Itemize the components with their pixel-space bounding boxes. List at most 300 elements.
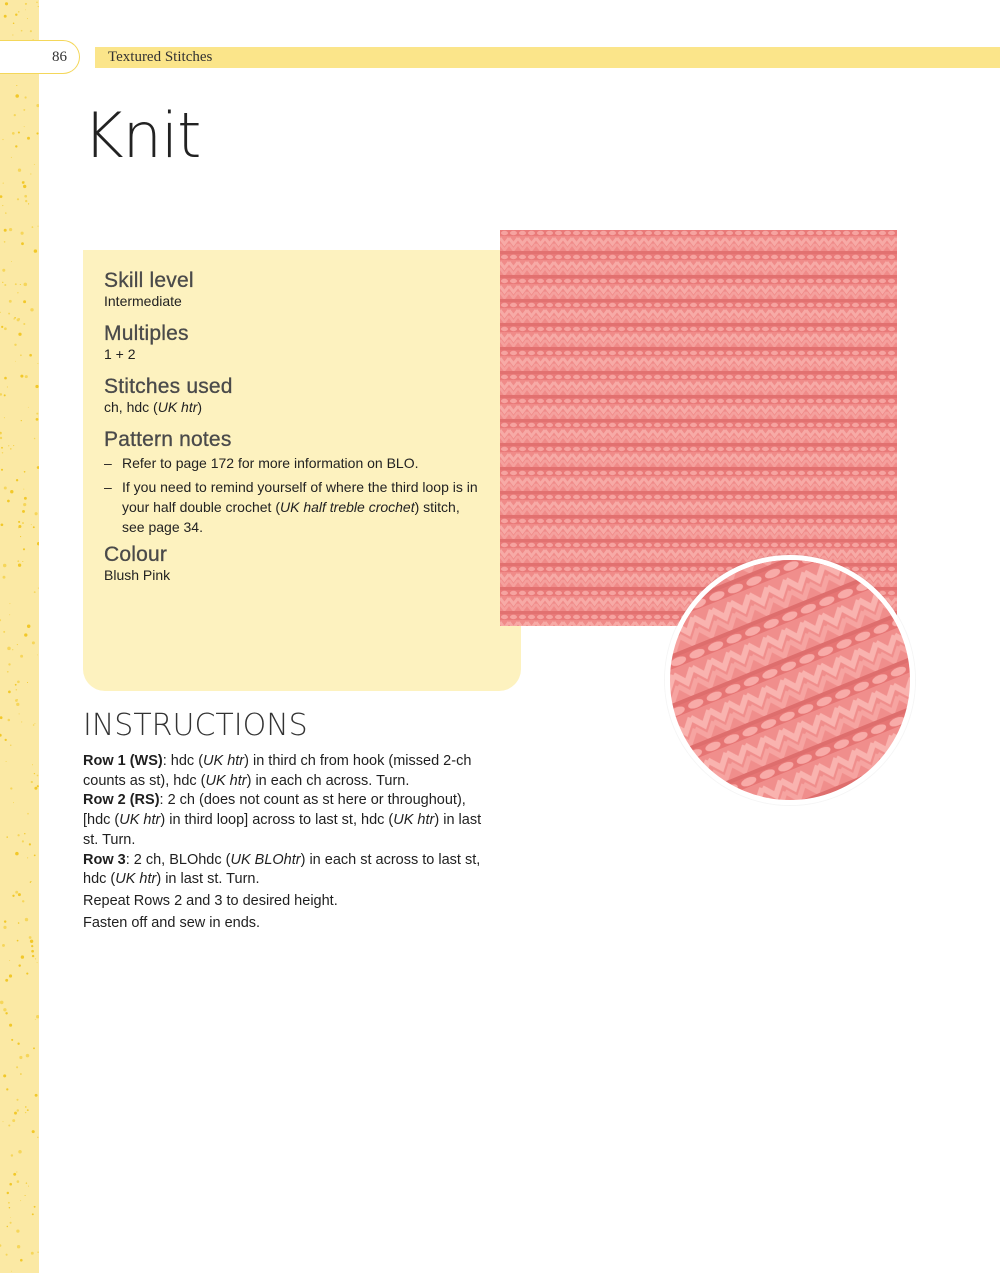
skill-level-heading: Skill level bbox=[104, 269, 194, 292]
multiples-section bbox=[104, 323, 189, 363]
page-number: 86 bbox=[52, 49, 67, 65]
speckle-dot bbox=[25, 1106, 26, 1107]
speckle-dot bbox=[3, 1008, 6, 1011]
speckle-dot bbox=[26, 1182, 27, 1183]
speckle-dot bbox=[6, 761, 7, 762]
knit-closeup-texture bbox=[670, 560, 910, 800]
speckle-dot bbox=[26, 1054, 30, 1058]
speckle-dot bbox=[24, 195, 27, 198]
speckle-dot bbox=[11, 1154, 13, 1156]
instruction-row-3 bbox=[83, 851, 483, 890]
speckle-dot bbox=[21, 955, 24, 958]
speckle-dot bbox=[4, 15, 7, 18]
speckle-dot bbox=[36, 1, 38, 3]
speckle-dot bbox=[13, 802, 14, 803]
speckle-dot bbox=[16, 689, 18, 691]
speckle-dot bbox=[17, 198, 19, 200]
speckle-dot bbox=[5, 979, 8, 982]
speckle-dot bbox=[17, 834, 19, 836]
speckle-dot bbox=[30, 940, 33, 943]
speckle-dot bbox=[24, 633, 27, 636]
speckle-dot bbox=[5, 739, 7, 741]
speckle-dot bbox=[4, 920, 6, 922]
speckle-dot bbox=[33, 1047, 35, 1049]
speckle-dot bbox=[34, 438, 36, 440]
speckle-dot bbox=[15, 361, 16, 362]
speckle-dot bbox=[16, 1099, 18, 1101]
speckle-dot bbox=[37, 542, 39, 545]
speckle-dot bbox=[8, 445, 9, 446]
speckle-dot bbox=[3, 576, 6, 579]
speckle-dot bbox=[9, 974, 12, 977]
stitches-used-uk: UK htr bbox=[157, 399, 198, 415]
speckle-dot bbox=[11, 1039, 13, 1041]
stitches-used-close: ) bbox=[197, 399, 203, 415]
multiples-heading: Multiples bbox=[104, 322, 189, 345]
speckle-dot bbox=[25, 375, 28, 378]
speckle-dot bbox=[2, 205, 3, 206]
speckle-dot bbox=[16, 703, 19, 706]
speckle-dot bbox=[17, 699, 18, 700]
speckle-dot bbox=[9, 228, 12, 231]
speckle-dot bbox=[37, 785, 39, 787]
speckle-dot bbox=[34, 1206, 36, 1208]
speckle-dot bbox=[9, 960, 10, 961]
speckle-dot bbox=[0, 437, 2, 439]
speckle-dot bbox=[22, 840, 24, 842]
speckle-dot bbox=[21, 30, 23, 32]
speckle-dot bbox=[4, 327, 7, 330]
speckle-dot bbox=[15, 283, 17, 285]
instruction-repeat: Repeat Rows 2 and 3 to desired height. bbox=[83, 892, 338, 909]
speckle-dot bbox=[32, 226, 34, 228]
speckle-dot bbox=[0, 1244, 1, 1247]
speckle-dot bbox=[16, 479, 18, 481]
speckle-dot bbox=[8, 1124, 10, 1126]
speckle-dot bbox=[27, 1109, 29, 1111]
speckle-dot bbox=[18, 922, 20, 924]
row-2-text-1: : 2 ch (does not count as st here or throughout), [hdc ( bbox=[83, 792, 466, 829]
speckle-dot bbox=[22, 522, 24, 524]
speckle-dot bbox=[24, 181, 25, 182]
speckle-dot bbox=[27, 18, 28, 19]
pattern-note-2-uk: UK half treble crochet bbox=[279, 499, 415, 515]
speckle-dot bbox=[27, 137, 30, 140]
speckle-dot bbox=[9, 1183, 12, 1186]
speckle-dot bbox=[20, 1200, 21, 1201]
speckle-dot bbox=[17, 1245, 20, 1248]
speckle-dot bbox=[17, 318, 20, 321]
header-band bbox=[95, 47, 1000, 68]
speckle-dot bbox=[32, 1213, 34, 1215]
speckle-dot bbox=[10, 787, 12, 789]
row-1-text-2: ) in third ch from hook (missed 2-ch counts as st), hdc ( bbox=[83, 753, 472, 789]
speckle-dot bbox=[31, 1252, 34, 1255]
speckle-dot bbox=[4, 229, 7, 232]
colour-value: Blush Pink bbox=[104, 567, 171, 583]
row-3-uk-1: UK BLOhtr bbox=[230, 851, 301, 868]
speckle-dot bbox=[0, 619, 1, 621]
speckle-dot bbox=[0, 734, 2, 737]
speckle-dot bbox=[5, 1012, 7, 1014]
speckle-dot bbox=[25, 96, 27, 98]
speckle-dot bbox=[18, 564, 21, 567]
speckle-dot bbox=[18, 893, 21, 896]
speckle-dot bbox=[34, 249, 37, 252]
speckle-dot bbox=[9, 614, 10, 615]
stitches-used-heading: Stitches used bbox=[104, 375, 233, 398]
speckle-dot bbox=[34, 787, 37, 790]
speckle-dot bbox=[23, 300, 26, 303]
speckle-dot bbox=[17, 680, 20, 683]
speckle-dot bbox=[0, 312, 1, 313]
speckle-dot bbox=[13, 23, 15, 25]
speckle-dot bbox=[2, 1121, 3, 1122]
speckle-dot bbox=[7, 647, 11, 651]
speckle-dot bbox=[17, 1180, 20, 1183]
speckle-dot bbox=[21, 721, 22, 722]
speckle-dot bbox=[37, 962, 38, 963]
speckle-dot bbox=[7, 1226, 8, 1227]
speckle-dot bbox=[8, 719, 11, 722]
speckle-dot bbox=[16, 1229, 19, 1232]
speckle-dot bbox=[34, 591, 36, 593]
speckle-dot bbox=[2, 282, 3, 283]
speckle-dot bbox=[35, 385, 38, 388]
speckle-dot bbox=[7, 671, 9, 673]
speckle-dot bbox=[18, 333, 21, 336]
speckle-dot bbox=[16, 85, 17, 86]
speckle-dot bbox=[23, 109, 25, 111]
speckle-dot bbox=[5, 2, 8, 5]
row-2-text-2: ) in third loop] across to last st, hdc ( bbox=[160, 812, 394, 829]
instruction-row-1 bbox=[83, 752, 483, 791]
speckle-dot bbox=[9, 1207, 10, 1208]
speckle-dot bbox=[32, 764, 33, 765]
instructions-body bbox=[83, 752, 483, 933]
speckle-dot bbox=[17, 1043, 19, 1045]
speckle-dot bbox=[13, 1173, 16, 1176]
speckle-dot bbox=[33, 724, 35, 726]
speckle-dot bbox=[4, 486, 7, 489]
pattern-note-1-text: Refer to page 172 for more information on BLO. bbox=[122, 455, 419, 471]
speckle-dot bbox=[0, 393, 2, 396]
speckle-dot bbox=[18, 11, 19, 12]
speckle-dot bbox=[30, 173, 31, 174]
speckle-dot bbox=[36, 104, 39, 107]
speckle-dot bbox=[10, 745, 11, 746]
swatch-closeup bbox=[665, 555, 915, 805]
speckle-dot bbox=[11, 261, 12, 262]
speckle-dot bbox=[24, 471, 26, 473]
speckle-dot bbox=[0, 1001, 3, 1005]
speckle-dot bbox=[20, 1259, 23, 1262]
row-1-uk-1: UK htr bbox=[203, 753, 245, 769]
speckle-dot bbox=[28, 1186, 29, 1187]
speckle-dot bbox=[25, 918, 28, 921]
speckle-dot bbox=[38, 6, 39, 7]
skill-level-value: Intermediate bbox=[104, 293, 182, 309]
speckle-dot bbox=[30, 308, 33, 311]
row-3-label: Row 3 bbox=[83, 851, 126, 868]
row-1-text-1: : hdc ( bbox=[162, 753, 204, 769]
speckle-dot bbox=[4, 284, 6, 286]
speckle-dot bbox=[15, 891, 18, 894]
speckle-dot bbox=[36, 1015, 39, 1018]
speckle-dot bbox=[20, 1073, 22, 1075]
speckle-dot bbox=[23, 489, 24, 490]
speckle-dot bbox=[37, 466, 39, 469]
speckle-dot bbox=[23, 323, 25, 325]
speckle-dot bbox=[36, 418, 39, 421]
speckle-dot bbox=[24, 126, 25, 127]
speckle-dot bbox=[7, 500, 10, 503]
speckle-dot bbox=[1, 447, 3, 449]
speckle-dot bbox=[21, 232, 24, 235]
pattern-note-2-text-a: If you need to remind yourself of where the third loop is in your half double crochet ( bbox=[122, 479, 478, 515]
speckle-dot bbox=[35, 512, 38, 515]
speckle-dot bbox=[1, 469, 3, 471]
skill-level-section bbox=[104, 270, 194, 310]
speckle-dot bbox=[34, 723, 35, 724]
page-number-tab bbox=[0, 40, 80, 74]
speckle-dot bbox=[10, 490, 13, 493]
speckle-dot bbox=[15, 852, 19, 856]
speckle-dot bbox=[22, 510, 25, 513]
speckle-dot bbox=[12, 1119, 15, 1122]
speckle-dot bbox=[9, 603, 10, 604]
instruction-row-2 bbox=[83, 791, 483, 850]
speckle-dot bbox=[25, 1112, 26, 1113]
speckle-dot bbox=[16, 1171, 17, 1172]
speckle-dot bbox=[32, 1130, 35, 1133]
speckle-dot bbox=[20, 284, 21, 285]
speckle-dot bbox=[18, 1150, 22, 1154]
speckle-dot bbox=[36, 413, 38, 415]
speckle-dot bbox=[27, 813, 29, 815]
row-2-uk-1: UK htr bbox=[119, 812, 161, 829]
speckle-dot bbox=[3, 926, 6, 929]
speckle-dot bbox=[0, 432, 1, 433]
speckle-dot bbox=[17, 1109, 19, 1111]
row-1-uk-2: UK htr bbox=[205, 772, 247, 789]
speckle-dot bbox=[11, 157, 12, 158]
speckle-dot bbox=[12, 132, 15, 135]
speckle-dot bbox=[20, 375, 23, 378]
speckle-dot bbox=[26, 973, 28, 975]
row-2-label: Row 2 (RS) bbox=[83, 792, 160, 809]
speckle-dot bbox=[35, 1019, 36, 1020]
speckle-dot bbox=[7, 1192, 9, 1194]
speckle-dot bbox=[11, 1271, 12, 1272]
speckle-dot bbox=[3, 1074, 6, 1077]
speckle-dot bbox=[37, 1137, 38, 1138]
speckle-dot bbox=[21, 420, 22, 421]
speckle-dot bbox=[3, 182, 4, 183]
speckle-dot bbox=[35, 1094, 38, 1097]
stitches-used-value bbox=[104, 398, 233, 416]
speckle-dot bbox=[9, 300, 12, 303]
speckle-dot bbox=[31, 950, 34, 953]
speckle-dot bbox=[35, 958, 36, 959]
speckle-dot bbox=[8, 691, 11, 694]
speckle-dot bbox=[6, 1088, 8, 1090]
speckle-dot bbox=[1, 326, 3, 328]
speckle-dot bbox=[32, 955, 34, 957]
speckle-dot bbox=[14, 1112, 17, 1115]
speckle-dot bbox=[38, 588, 39, 589]
speckle-dot bbox=[2, 944, 5, 947]
speckle-dot bbox=[27, 625, 30, 628]
speckle-dot bbox=[19, 1056, 22, 1059]
pattern-notes-list bbox=[104, 453, 484, 537]
speckle-dot bbox=[22, 561, 23, 562]
speckle-dot bbox=[15, 684, 17, 686]
speckle-dot bbox=[25, 200, 27, 202]
speckle-dot bbox=[14, 114, 16, 116]
row-2-uk-2: UK htr bbox=[393, 812, 435, 829]
row-3-text-2: ) in each st across to last st, hdc ( bbox=[83, 851, 481, 888]
speckle-dot bbox=[31, 781, 33, 783]
speckle-dot bbox=[6, 836, 7, 837]
stitches-used-text: ch, hdc ( bbox=[104, 399, 158, 415]
speckle-dot bbox=[16, 1066, 18, 1068]
speckle-dot bbox=[2, 452, 3, 453]
speckle-dot bbox=[34, 773, 35, 774]
stitches-used-section bbox=[104, 376, 233, 416]
speckle-dot bbox=[30, 30, 32, 32]
page-title: Knit bbox=[83, 99, 201, 172]
speckle-dot bbox=[36, 132, 38, 134]
speckle-dot bbox=[7, 387, 8, 388]
speckle-dot bbox=[18, 131, 20, 133]
speckle-dot bbox=[28, 407, 29, 408]
speckle-dot bbox=[25, 1195, 26, 1196]
speckle-dot bbox=[21, 242, 24, 245]
speckle-dot bbox=[4, 377, 7, 380]
speckle-dot bbox=[19, 713, 20, 714]
speckle-dot bbox=[32, 641, 35, 644]
speckle-dot bbox=[23, 185, 26, 188]
note-dash: – bbox=[104, 479, 112, 495]
speckle-dot bbox=[4, 394, 6, 396]
speckle-dot bbox=[20, 536, 21, 537]
speckle-dot bbox=[37, 654, 38, 655]
speckle-dot bbox=[9, 1024, 12, 1027]
colour-heading: Colour bbox=[104, 543, 168, 566]
speckle-dot bbox=[0, 195, 2, 198]
speckle-dot bbox=[34, 855, 36, 857]
speckle-dot bbox=[37, 775, 39, 777]
speckle-dot bbox=[18, 964, 20, 966]
speckle-dot bbox=[30, 881, 31, 882]
speckle-dot bbox=[18, 169, 21, 172]
speckle-dot bbox=[3, 564, 6, 567]
speckle-dot bbox=[8, 313, 10, 315]
speckle-dot bbox=[8, 663, 10, 665]
speckle-dot bbox=[2, 139, 3, 140]
speckle-dot bbox=[17, 940, 19, 942]
speckle-dot bbox=[28, 203, 29, 204]
speckle-dot bbox=[17, 560, 19, 562]
speckle-dot bbox=[6, 1254, 8, 1256]
speckle-dot bbox=[27, 682, 28, 683]
speckle-dot bbox=[2, 269, 5, 272]
row-2-text-3: ) in last st. Turn. bbox=[83, 812, 482, 848]
row-1-text-3: ) in each ch across. Turn. bbox=[246, 772, 410, 789]
speckle-dot bbox=[14, 344, 16, 346]
speckle-dot bbox=[37, 363, 38, 364]
speckle-dot bbox=[10, 1222, 12, 1224]
speckle-dot bbox=[13, 318, 14, 319]
speckle-dot bbox=[33, 526, 35, 528]
speckle-dot bbox=[12, 649, 13, 650]
speckle-dot bbox=[24, 497, 27, 500]
speckle-dot bbox=[37, 226, 38, 227]
speckle-dot bbox=[3, 631, 5, 633]
speckle-dot bbox=[29, 354, 32, 357]
decorative-side-strip bbox=[0, 0, 39, 1273]
speckle-dot bbox=[23, 503, 26, 506]
speckle-dot bbox=[18, 525, 21, 528]
speckle-dot bbox=[18, 521, 20, 523]
instruction-fasten-off: Fasten off and sew in ends. bbox=[83, 914, 261, 931]
colour-section bbox=[104, 544, 170, 584]
speckle-dot bbox=[23, 548, 25, 550]
speckle-dot bbox=[13, 445, 14, 446]
note-dash: – bbox=[104, 455, 112, 471]
speckle-dot bbox=[1, 523, 4, 526]
row-1-label: Row 1 (WS) bbox=[83, 753, 163, 769]
speckle-dot bbox=[31, 945, 33, 947]
speckle-dot bbox=[4, 417, 5, 418]
row-3-text-1: : 2 ch, BLOhdc ( bbox=[125, 851, 231, 868]
speckle-dot bbox=[24, 283, 28, 287]
row-3-uk-2: UK htr bbox=[115, 871, 157, 888]
speckle-dot bbox=[29, 843, 31, 845]
multiples-value: 1 + 2 bbox=[104, 346, 136, 362]
running-head: Textured Stitches bbox=[108, 49, 213, 65]
speckle-dot bbox=[22, 900, 24, 902]
pattern-note-2 bbox=[104, 477, 484, 537]
speckle-dot bbox=[24, 833, 25, 834]
speckle-dot bbox=[5, 212, 7, 214]
speckle-dot bbox=[8, 1202, 10, 1204]
speckle-dot bbox=[12, 895, 14, 897]
speckle-dot bbox=[12, 35, 13, 36]
pattern-notes-section bbox=[104, 429, 484, 541]
speckle-dot bbox=[10, 1217, 11, 1218]
speckle-dot bbox=[17, 292, 18, 293]
speckle-pattern bbox=[0, 0, 39, 1273]
speckle-dot bbox=[25, 3, 27, 5]
speckle-dot bbox=[37, 1251, 39, 1253]
speckle-dot bbox=[25, 9, 26, 10]
speckle-dot bbox=[10, 448, 12, 450]
speckle-dot bbox=[34, 164, 35, 165]
speckle-dot bbox=[31, 524, 32, 525]
speckle-dot bbox=[27, 857, 28, 858]
instructions-heading: INSTRUCTIONS bbox=[83, 708, 308, 743]
row-3-text-3: ) in last st. Turn. bbox=[156, 871, 260, 888]
speckle-dot bbox=[20, 354, 22, 356]
pattern-note-1 bbox=[104, 453, 484, 473]
speckle-dot bbox=[20, 655, 23, 658]
speckle-dot bbox=[0, 716, 2, 719]
speckle-dot bbox=[29, 936, 32, 939]
speckle-dot bbox=[4, 241, 6, 243]
speckle-dot bbox=[15, 13, 17, 15]
